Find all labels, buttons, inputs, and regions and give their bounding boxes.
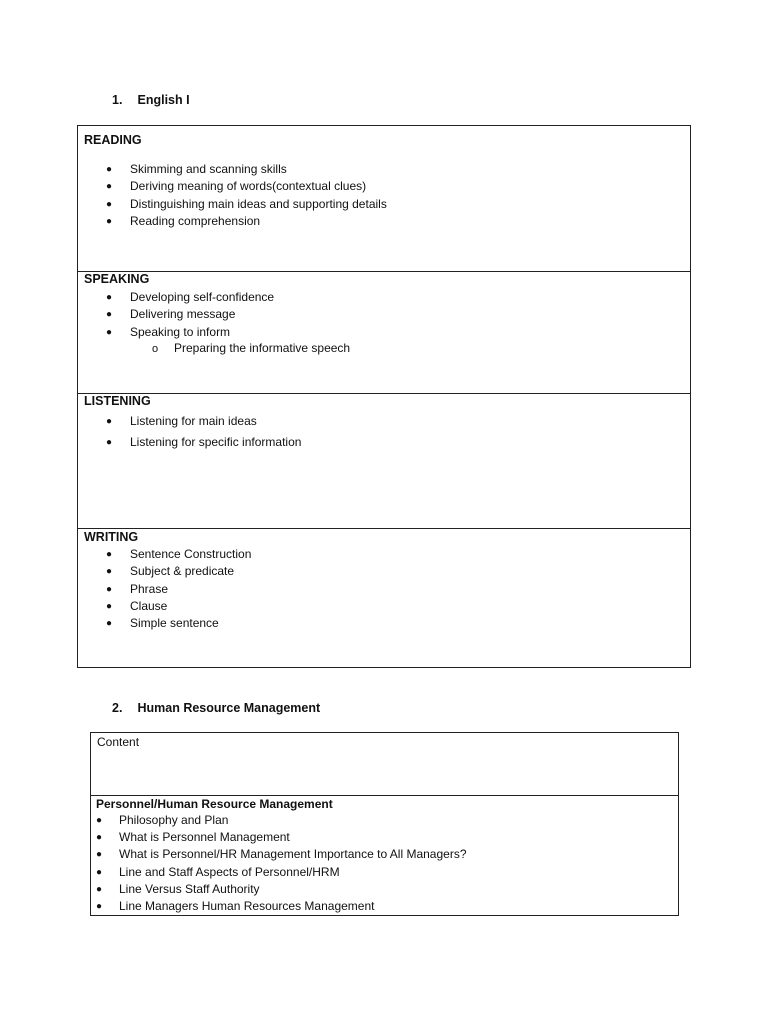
bullet-icon: ● bbox=[106, 292, 113, 303]
bullet-icon: ● bbox=[106, 416, 113, 427]
section-2-title: Human Resource Management bbox=[137, 701, 321, 715]
list-item: ● Philosophy and Plan bbox=[96, 812, 467, 829]
bullet-icon: ● bbox=[96, 866, 103, 878]
listening-cell bbox=[78, 393, 690, 528]
writing-title: WRITING bbox=[84, 530, 139, 544]
speaking-subitem: o Preparing the informative speech bbox=[152, 340, 350, 357]
section-2-number: 2. bbox=[112, 701, 123, 715]
content-label: Content bbox=[97, 735, 140, 749]
list-item: ● Subject & predicate bbox=[106, 563, 251, 580]
list-item: ● Delivering message bbox=[106, 306, 274, 323]
list-item: ● Sentence Construction bbox=[106, 546, 251, 563]
hrm-list bbox=[96, 812, 467, 915]
bullet-icon: ● bbox=[106, 566, 113, 578]
bullet-icon: ● bbox=[106, 600, 113, 612]
list-item: ● Phrase bbox=[106, 581, 251, 598]
list-item: ● Clause bbox=[106, 598, 251, 615]
list-item: ● Line Versus Staff Authority bbox=[96, 881, 467, 898]
bullet-icon: ● bbox=[106, 198, 113, 210]
list-item: ● Skimming and scanning skills bbox=[106, 161, 387, 178]
writing-cell bbox=[78, 528, 690, 667]
english-topics-table bbox=[77, 125, 691, 668]
list-item: ● What is Personnel Management bbox=[96, 829, 467, 846]
reading-list bbox=[106, 161, 387, 230]
bullet-icon: ● bbox=[96, 849, 103, 861]
section-1-number: 1. bbox=[112, 93, 123, 107]
bullet-icon: ● bbox=[106, 618, 113, 630]
bullet-icon: ● bbox=[106, 326, 113, 338]
content-cell bbox=[91, 733, 678, 795]
section-1-title: English I bbox=[137, 93, 190, 107]
list-item: ● Distinguishing main ideas and supporting details bbox=[106, 196, 387, 213]
listening-list bbox=[106, 413, 301, 451]
list-item: ● Deriving meaning of words(contextual clues) bbox=[106, 178, 387, 195]
bullet-icon: ● bbox=[106, 164, 113, 175]
bullet-icon: ● bbox=[106, 583, 113, 595]
listening-title: LISTENING bbox=[84, 394, 151, 408]
reading-title: READING bbox=[84, 133, 142, 147]
list-item: ● Listening for specific information bbox=[106, 434, 301, 451]
speaking-list bbox=[106, 289, 274, 341]
reading-cell bbox=[78, 126, 690, 271]
list-item: ● What is Personnel/HR Management Importance to All Managers? bbox=[96, 846, 467, 863]
speaking-title: SPEAKING bbox=[84, 272, 150, 286]
bullet-icon: ● bbox=[106, 181, 113, 193]
bullet-icon: ● bbox=[106, 215, 113, 227]
bullet-icon: ● bbox=[106, 437, 113, 448]
hrm-subtitle: Personnel/Human Resource Management bbox=[96, 797, 333, 811]
section-2-heading bbox=[112, 701, 320, 715]
list-item: ● Listening for main ideas bbox=[106, 414, 257, 428]
list-item: ● Developing self-confidence bbox=[106, 289, 274, 306]
bullet-icon: ● bbox=[106, 309, 113, 321]
list-item: ● Speaking to inform bbox=[106, 324, 274, 341]
list-item: ● Reading comprehension bbox=[106, 213, 387, 230]
bullet-icon: ● bbox=[106, 549, 113, 560]
list-item: ● Simple sentence bbox=[106, 615, 251, 632]
bullet-icon: ● bbox=[96, 815, 103, 826]
hrm-table bbox=[90, 732, 679, 916]
section-1-heading bbox=[112, 93, 190, 107]
hollow-bullet-icon: o bbox=[152, 343, 159, 355]
bullet-icon: ● bbox=[96, 832, 103, 844]
hrm-topics-cell bbox=[91, 795, 678, 915]
bullet-icon: ● bbox=[96, 883, 103, 895]
speaking-cell bbox=[78, 271, 690, 393]
bullet-icon: ● bbox=[96, 900, 103, 912]
writing-list bbox=[106, 546, 251, 632]
list-item: ● Line Managers Human Resources Management bbox=[96, 898, 467, 915]
list-item: ● Line and Staff Aspects of Personnel/HRM bbox=[96, 864, 467, 881]
